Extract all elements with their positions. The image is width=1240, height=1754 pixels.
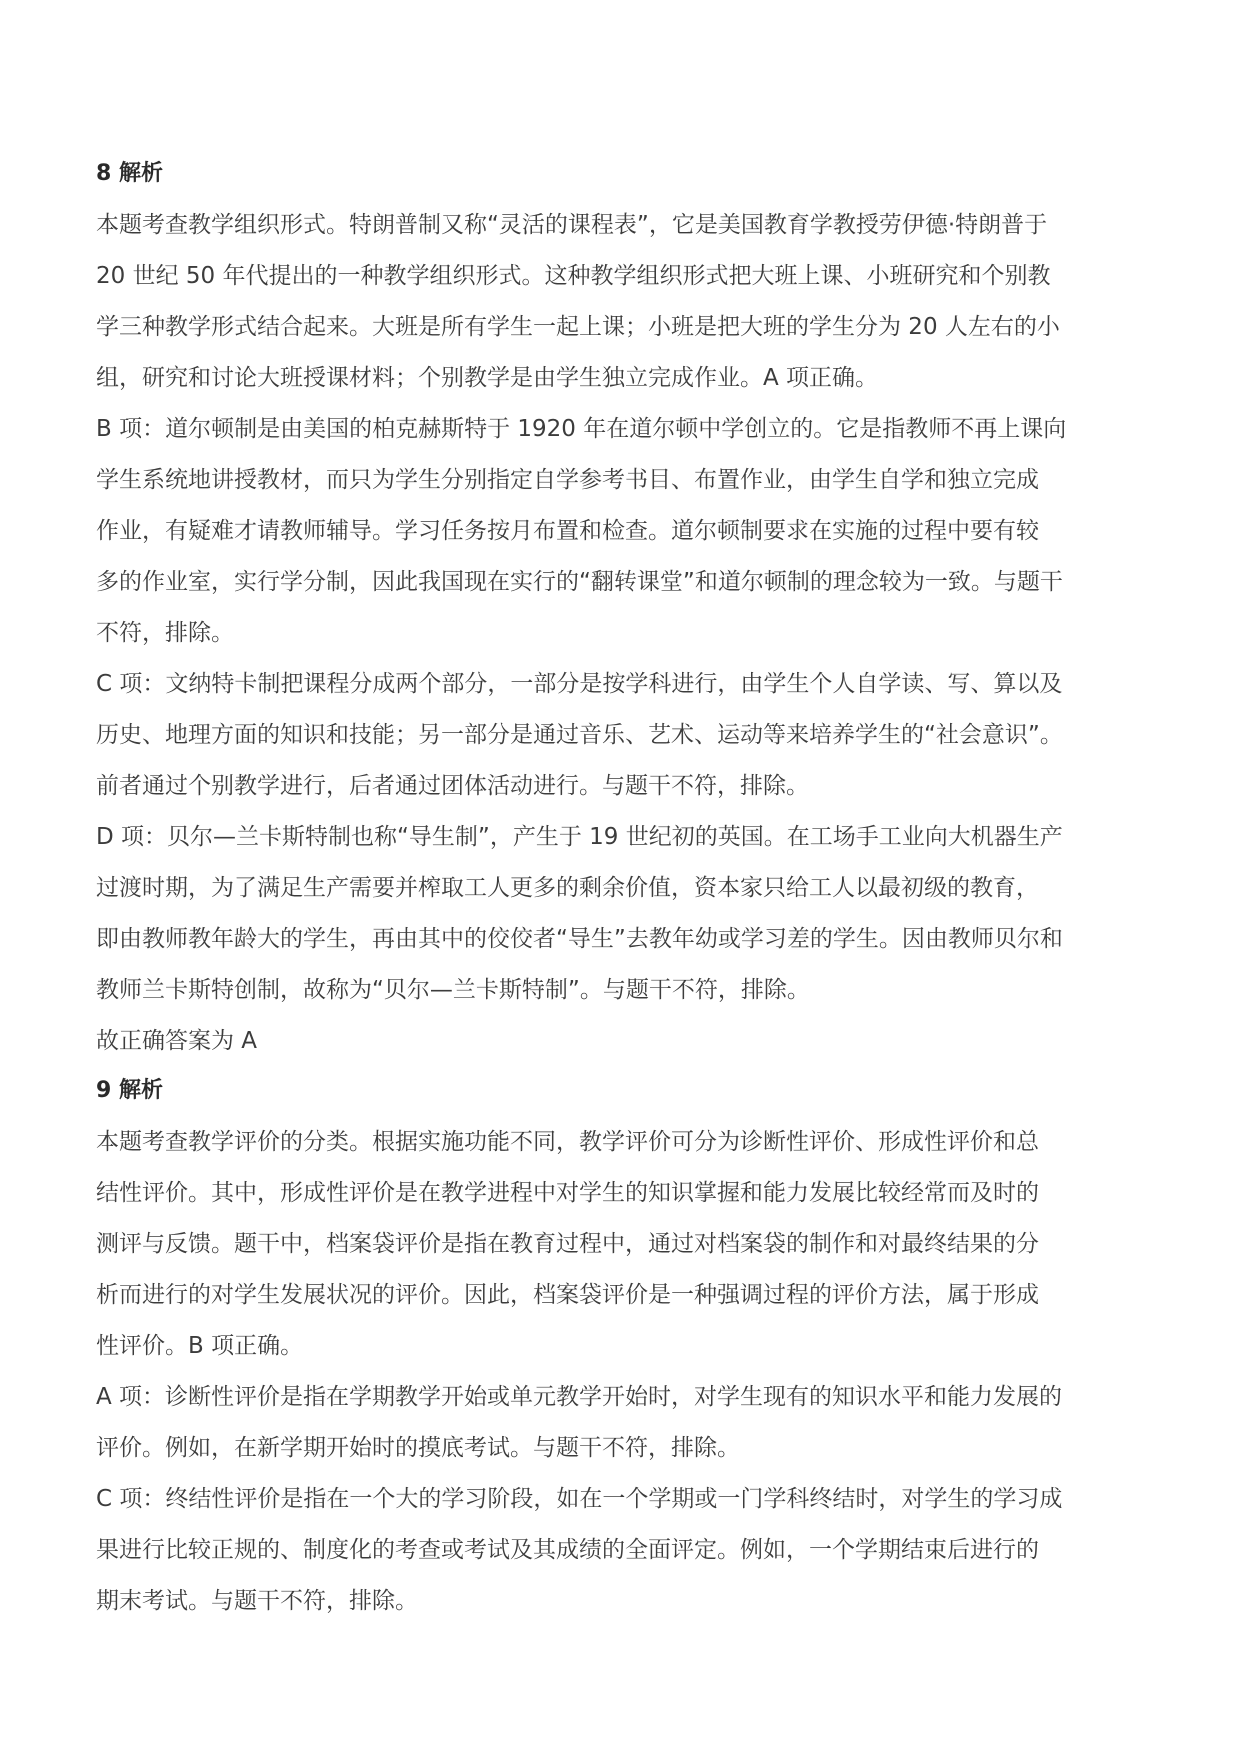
text-line: 过渡时期，为了满足生产需要并榨取工人更多的剩余价值，资本家只给工人以最初级的教育， xyxy=(96,875,1039,901)
text-line: 即由教师教年龄大的学生，再由其中的佼佼者“导生”去教年幼或学习差的学生。因由教师贝尔和 xyxy=(96,926,1063,952)
text-line: B 项：道尔顿制是由美国的柏克赫斯特于 1920 年在道尔顿中学创立的。它是指教师不再上课向 xyxy=(96,416,1067,442)
text-line: 学三种教学形式结合起来。大班是所有学生一起上课；小班是把大班的学生分为 20 人左右的小 xyxy=(96,314,1060,340)
text-line: 教师兰卡斯特创制，故称为“贝尔—兰卡斯特制”。与题干不符，排除。 xyxy=(96,977,810,1003)
text-line: 组，研究和讨论大班授课材料；个别教学是由学生独立完成作业。A 项正确。 xyxy=(96,365,879,391)
text-line: 多的作业室，实行学分制，因此我国现在实行的“翻转课堂”和道尔顿制的理念较为一致。与题干 xyxy=(96,569,1063,595)
text-line: 本题考查教学评价的分类。根据实施功能不同，教学评价可分为诊断性评价、形成性评价和总 xyxy=(96,1129,1039,1155)
text-line: 学生系统地讲授教材，而只为学生分别指定自学参考书目、布置作业，由学生自学和独立完成 xyxy=(96,467,1039,493)
text-line: 性评价。B 项正确。 xyxy=(96,1333,304,1359)
text-line: C 项：文纳特卡制把课程分成两个部分，一部分是按学科进行，由学生个人自学读、写、算以及 xyxy=(96,671,1063,697)
text-line: 作业，有疑难才请教师辅导。学习任务按月布置和检查。道尔顿制要求在实施的过程中要有较 xyxy=(96,518,1039,544)
text-line: 果进行比较正规的、制度化的考查或考试及其成绩的全面评定。例如，一个学期结束后进行的 xyxy=(96,1537,1039,1563)
text-line: C 项：终结性评价是指在一个大的学习阶段，如在一个学期或一门学科终结时，对学生的学习成 xyxy=(96,1486,1063,1512)
text-line: 本题考查教学组织形式。特朗普制又称“灵活的课程表”，它是美国教育学教授劳伊德·特朗普于 xyxy=(96,212,1048,238)
text-line: 析而进行的对学生发展状况的评价。因此，档案袋评价是一种强调过程的评价方法，属于形成 xyxy=(96,1282,1039,1308)
text-line: 前者通过个别教学进行，后者通过团体活动进行。与题干不符，排除。 xyxy=(96,773,809,799)
text-line: 期末考试。与题干不符，排除。 xyxy=(96,1588,418,1614)
text-line: 历史、地理方面的知识和技能；另一部分是通过音乐、艺术、运动等来培养学生的“社会意识”。 xyxy=(96,722,1063,748)
text-line: D 项：贝尔—兰卡斯特制也称“导生制”，产生于 19 世纪初的英国。在工场手工业向大机器生产 xyxy=(96,824,1063,850)
analysis-section-9 xyxy=(96,1077,1176,1616)
section-heading: 8 解析 xyxy=(96,161,163,186)
text-line: A 项：诊断性评价是指在学期教学开始或单元教学开始时，对学生现有的知识水平和能力发展的 xyxy=(96,1384,1063,1410)
text-line: 不符，排除。 xyxy=(96,620,234,646)
text-line: 20 世纪 50 年代提出的一种教学组织形式。这种教学组织形式把大班上课、小班研究和个别教 xyxy=(96,263,1051,289)
analysis-section-8 xyxy=(96,160,1176,1056)
section-heading: 9 解析 xyxy=(96,1078,163,1103)
answer-line: 故正确答案为 A xyxy=(96,1028,258,1054)
document-page xyxy=(96,160,1176,1637)
text-line: 评价。例如，在新学期开始时的摸底考试。与题干不符，排除。 xyxy=(96,1435,740,1461)
text-line: 测评与反馈。题干中，档案袋评价是指在教育过程中，通过对档案袋的制作和对最终结果的分 xyxy=(96,1231,1039,1257)
text-line: 结性评价。其中，形成性评价是在教学进程中对学生的知识掌握和能力发展比较经常而及时的 xyxy=(96,1180,1039,1206)
